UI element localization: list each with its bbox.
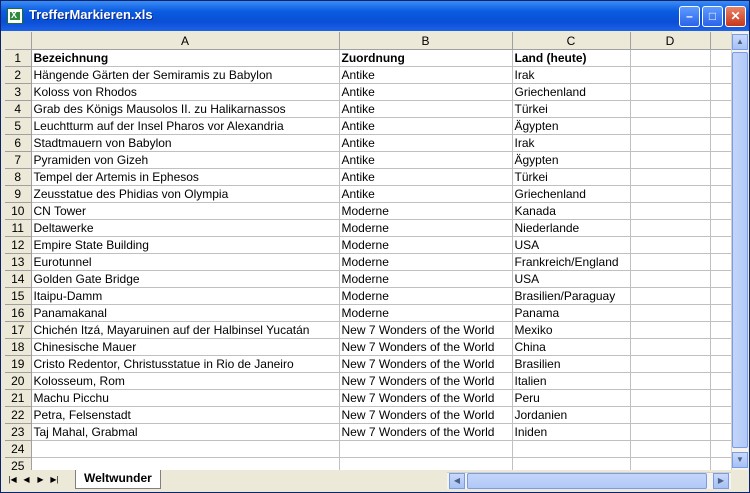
title-bar[interactable] (1, 1, 749, 31)
cell-c[interactable]: Türkei (512, 101, 630, 118)
cell-d[interactable] (630, 67, 710, 84)
cell-c[interactable]: Frankreich/England (512, 254, 630, 271)
cell-e[interactable] (710, 135, 731, 152)
cell-d[interactable] (630, 84, 710, 101)
cell-a[interactable]: Chinesische Mauer (31, 339, 339, 356)
table-row (5, 118, 731, 135)
table-row (5, 424, 731, 441)
row-header[interactable]: 9 (5, 186, 31, 203)
table-row (5, 101, 731, 118)
cell-a[interactable]: Grab des Königs Mausolos II. zu Halikarnassos (31, 101, 339, 118)
cell-b[interactable]: Antike (339, 84, 512, 101)
cell-d[interactable] (630, 339, 710, 356)
cell-b[interactable]: Antike (339, 118, 512, 135)
table-row (5, 322, 731, 339)
cell-e[interactable] (710, 271, 731, 288)
row-header[interactable]: 12 (5, 237, 31, 254)
column-header-b[interactable]: B (339, 32, 512, 50)
cell-d[interactable] (630, 135, 710, 152)
cell-a[interactable]: Panamakanal (31, 305, 339, 322)
cell-b[interactable]: Antike (339, 101, 512, 118)
cell-d[interactable] (630, 271, 710, 288)
cell-e[interactable] (710, 322, 731, 339)
row-header[interactable]: 2 (5, 67, 31, 84)
row-header[interactable]: 17 (5, 322, 31, 339)
table-row (5, 254, 731, 271)
cell-a[interactable]: Stadtmauern von Babylon (31, 135, 339, 152)
cell-e[interactable] (710, 203, 731, 220)
row-header[interactable]: 21 (5, 390, 31, 407)
row-header[interactable]: 13 (5, 254, 31, 271)
cell-a[interactable]: Itaipu-Damm (31, 288, 339, 305)
cell-c[interactable]: Iniden (512, 424, 630, 441)
sheet-table (5, 32, 731, 470)
cell-b[interactable]: New 7 Wonders of the World (339, 339, 512, 356)
cell-e[interactable] (710, 237, 731, 254)
cell-c[interactable]: Panama (512, 305, 630, 322)
row-header[interactable]: 3 (5, 84, 31, 101)
cell-b[interactable]: Moderne (339, 305, 512, 322)
table-row (5, 237, 731, 254)
table-row (5, 458, 731, 471)
cell-b[interactable]: New 7 Wonders of the World (339, 373, 512, 390)
cell-d[interactable] (630, 50, 710, 67)
table-row (5, 84, 731, 101)
cell-d[interactable] (630, 101, 710, 118)
row-header[interactable]: 6 (5, 135, 31, 152)
table-row (5, 169, 731, 186)
window-title: TrefferMarkieren.xls (29, 7, 153, 22)
cell-e[interactable] (710, 118, 731, 135)
cell-b[interactable]: Moderne (339, 254, 512, 271)
cell-c[interactable]: Italien (512, 373, 630, 390)
cell-a[interactable]: Hängende Gärten der Semiramis zu Babylon (31, 67, 339, 84)
row-header[interactable]: 22 (5, 407, 31, 424)
cell-c[interactable]: Türkei (512, 169, 630, 186)
row-header[interactable]: 8 (5, 169, 31, 186)
cell-d[interactable] (630, 169, 710, 186)
cell-e[interactable] (710, 67, 731, 84)
cell-b[interactable]: New 7 Wonders of the World (339, 424, 512, 441)
cell-e[interactable] (710, 254, 731, 271)
cell-b[interactable]: Antike (339, 67, 512, 84)
row-header[interactable]: 16 (5, 305, 31, 322)
table-row (5, 50, 731, 67)
table-row (5, 186, 731, 203)
cell-e[interactable] (710, 288, 731, 305)
column-header-d[interactable]: D (630, 32, 710, 50)
cell-a[interactable]: Deltawerke (31, 220, 339, 237)
last-sheet-icon[interactable]: ▶| (50, 475, 59, 484)
cell-e[interactable] (710, 356, 731, 373)
cell-c[interactable]: Jordanien (512, 407, 630, 424)
cell-a[interactable]: Empire State Building (31, 237, 339, 254)
cell-e[interactable] (710, 458, 731, 471)
cell-c[interactable]: Brasilien (512, 356, 630, 373)
cell-d[interactable] (630, 373, 710, 390)
first-sheet-icon[interactable]: |◀ (8, 475, 17, 484)
cell-a[interactable]: CN Tower (31, 203, 339, 220)
cell-a[interactable]: Petra, Felsenstadt (31, 407, 339, 424)
cell-c[interactable]: USA (512, 271, 630, 288)
cell-b[interactable]: Zuordnung (339, 50, 512, 67)
cell-a[interactable]: Eurotunnel (31, 254, 339, 271)
scroll-up-icon[interactable]: ▲ (732, 34, 748, 50)
cell-a[interactable] (31, 458, 339, 471)
cell-e[interactable] (710, 390, 731, 407)
close-button[interactable]: ✕ (725, 6, 746, 27)
table-row (5, 203, 731, 220)
table-row (5, 288, 731, 305)
cell-c[interactable]: Irak (512, 67, 630, 84)
maximize-button[interactable]: □ (702, 6, 723, 27)
cell-c[interactable]: Griechenland (512, 84, 630, 101)
cell-a[interactable] (31, 441, 339, 458)
prev-sheet-icon[interactable]: ◀ (23, 475, 30, 484)
cell-e[interactable] (710, 373, 731, 390)
cell-d[interactable] (630, 152, 710, 169)
cell-d[interactable] (630, 186, 710, 203)
cell-d[interactable] (630, 322, 710, 339)
vertical-scroll-thumb[interactable] (732, 52, 748, 448)
cell-a[interactable]: Cristo Redentor, Christusstatue in Rio de Janeiro (31, 356, 339, 373)
cell-e[interactable] (710, 186, 731, 203)
cell-b[interactable]: New 7 Wonders of the World (339, 390, 512, 407)
cell-d[interactable] (630, 254, 710, 271)
cell-b[interactable]: New 7 Wonders of the World (339, 356, 512, 373)
cell-c[interactable]: Ägypten (512, 152, 630, 169)
cell-b[interactable]: Moderne (339, 271, 512, 288)
table-row (5, 271, 731, 288)
cell-b[interactable] (339, 441, 512, 458)
row-header[interactable]: 20 (5, 373, 31, 390)
table-row (5, 67, 731, 84)
cell-c[interactable]: Brasilien/Paraguay (512, 288, 630, 305)
cell-e[interactable] (710, 407, 731, 424)
cell-a[interactable]: Golden Gate Bridge (31, 271, 339, 288)
cell-e[interactable] (710, 220, 731, 237)
cell-c[interactable]: Kanada (512, 203, 630, 220)
cell-b[interactable]: Moderne (339, 203, 512, 220)
cell-d[interactable] (630, 390, 710, 407)
table-row (5, 220, 731, 237)
cell-a[interactable]: Chichén Itzá, Mayaruinen auf der Halbinsel Yucatán (31, 322, 339, 339)
cell-d[interactable] (630, 424, 710, 441)
cell-d[interactable] (630, 203, 710, 220)
cell-a[interactable]: Machu Picchu (31, 390, 339, 407)
cell-c[interactable]: Griechenland (512, 186, 630, 203)
cell-d[interactable] (630, 220, 710, 237)
cell-b[interactable]: New 7 Wonders of the World (339, 407, 512, 424)
table-row (5, 356, 731, 373)
cell-c[interactable]: Niederlande (512, 220, 630, 237)
cell-a[interactable]: Zeusstatue des Phidias von Olympia (31, 186, 339, 203)
cell-e[interactable] (710, 101, 731, 118)
cell-d[interactable] (630, 237, 710, 254)
row-header[interactable]: 24 (5, 441, 31, 458)
row-header[interactable]: 23 (5, 424, 31, 441)
cell-e[interactable] (710, 169, 731, 186)
resize-grip-icon[interactable] (733, 472, 747, 488)
sheet-tab-bar (5, 470, 748, 490)
row-header[interactable]: 19 (5, 356, 31, 373)
cell-d[interactable] (630, 458, 710, 471)
row-header[interactable]: 10 (5, 203, 31, 220)
row-header[interactable]: 25 (5, 458, 31, 471)
cell-c[interactable]: Peru (512, 390, 630, 407)
cell-e[interactable] (710, 424, 731, 441)
select-all-corner[interactable] (5, 32, 31, 50)
table-row (5, 152, 731, 169)
cell-a[interactable]: Tempel der Artemis in Ephesos (31, 169, 339, 186)
cell-c[interactable] (512, 441, 630, 458)
cell-b[interactable]: Antike (339, 169, 512, 186)
cell-b[interactable]: New 7 Wonders of the World (339, 322, 512, 339)
cell-a[interactable]: Leuchtturm auf der Insel Pharos vor Alexandria (31, 118, 339, 135)
spreadsheet-grid[interactable] (5, 32, 731, 470)
table-row (5, 135, 731, 152)
cell-d[interactable] (630, 305, 710, 322)
row-header[interactable]: 1 (5, 50, 31, 67)
cell-e[interactable] (710, 305, 731, 322)
row-header[interactable]: 14 (5, 271, 31, 288)
row-header[interactable]: 18 (5, 339, 31, 356)
row-header[interactable]: 4 (5, 101, 31, 118)
row-header[interactable]: 5 (5, 118, 31, 135)
cell-a[interactable]: Taj Mahal, Grabmal (31, 424, 339, 441)
cell-c[interactable]: Land (heute) (512, 50, 630, 67)
cell-d[interactable] (630, 118, 710, 135)
cell-d[interactable] (630, 441, 710, 458)
cell-c[interactable]: China (512, 339, 630, 356)
cell-c[interactable]: Mexiko (512, 322, 630, 339)
cell-c[interactable]: USA (512, 237, 630, 254)
cell-a[interactable]: Kolosseum, Rom (31, 373, 339, 390)
cell-a[interactable]: Pyramiden von Gizeh (31, 152, 339, 169)
cell-e[interactable] (710, 441, 731, 458)
column-header-c[interactable]: C (512, 32, 630, 50)
sheet-tab-weltwunder[interactable]: Weltwunder (75, 470, 161, 489)
row-header[interactable]: 15 (5, 288, 31, 305)
cell-b[interactable]: Antike (339, 152, 512, 169)
cell-e[interactable] (710, 50, 731, 67)
cell-e[interactable] (710, 152, 731, 169)
cell-a[interactable]: Bezeichnung (31, 50, 339, 67)
column-header-e[interactable] (710, 32, 731, 50)
horizontal-scrollbar[interactable] (447, 472, 731, 489)
cell-d[interactable] (630, 356, 710, 373)
table-row (5, 373, 731, 390)
cell-b[interactable]: Antike (339, 135, 512, 152)
table-row (5, 305, 731, 322)
cell-c[interactable]: Irak (512, 135, 630, 152)
scroll-down-icon[interactable]: ▼ (732, 452, 748, 468)
row-header[interactable]: 7 (5, 152, 31, 169)
row-header[interactable]: 11 (5, 220, 31, 237)
cell-d[interactable] (630, 288, 710, 305)
column-header-a[interactable]: A (31, 32, 339, 50)
cell-b[interactable]: Antike (339, 186, 512, 203)
cell-b[interactable]: Moderne (339, 220, 512, 237)
vertical-scrollbar[interactable] (731, 32, 748, 470)
horizontal-scroll-thumb[interactable] (467, 473, 707, 489)
table-row (5, 339, 731, 356)
next-sheet-icon[interactable]: ▶ (37, 475, 44, 484)
cell-b[interactable]: Moderne (339, 288, 512, 305)
table-row (5, 407, 731, 424)
cell-e[interactable] (710, 84, 731, 101)
scroll-right-icon[interactable]: ▶ (713, 473, 729, 489)
minimize-button[interactable]: – (679, 6, 700, 27)
table-row (5, 390, 731, 407)
excel-icon[interactable] (7, 8, 23, 24)
cell-e[interactable] (710, 339, 731, 356)
cell-b[interactable]: Moderne (339, 237, 512, 254)
scroll-left-icon[interactable]: ◀ (449, 473, 465, 489)
cell-c[interactable]: Ägypten (512, 118, 630, 135)
cell-b[interactable] (339, 458, 512, 471)
cell-a[interactable]: Koloss von Rhodos (31, 84, 339, 101)
cell-c[interactable] (512, 458, 630, 471)
table-row (5, 441, 731, 458)
cell-d[interactable] (630, 407, 710, 424)
